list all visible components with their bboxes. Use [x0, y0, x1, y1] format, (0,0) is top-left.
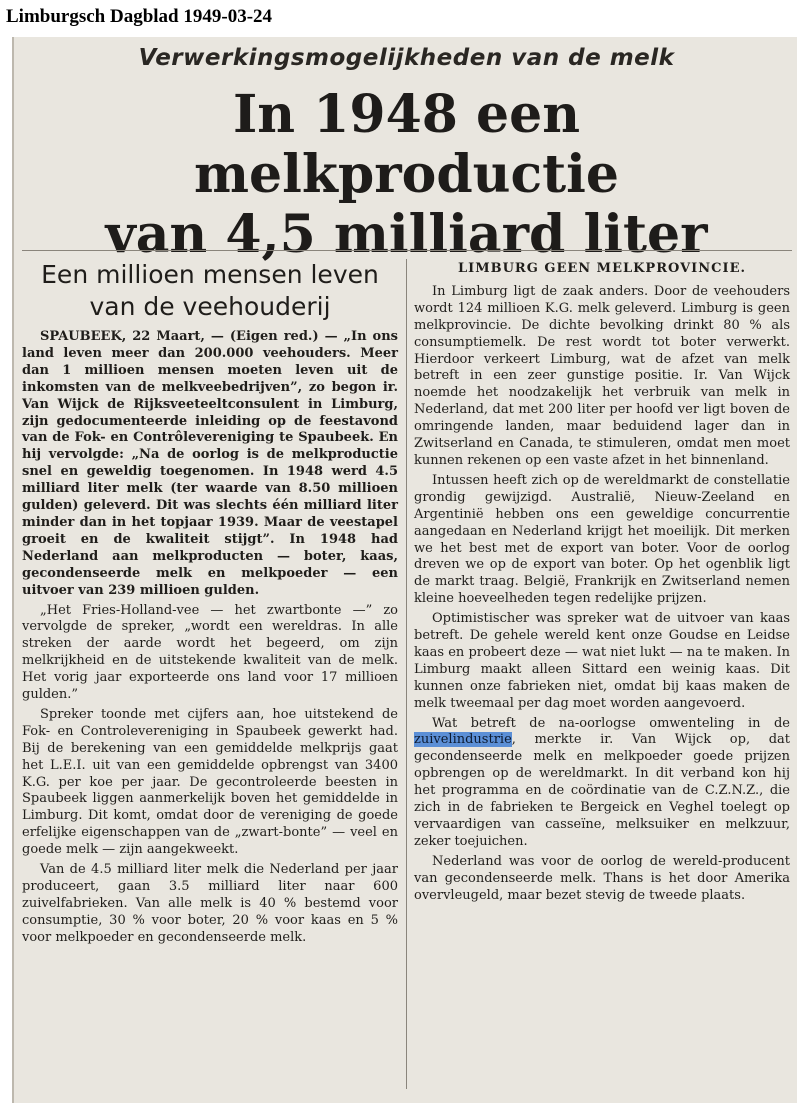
p4-text-after: , merkte ir. Van Wijck op, dat gecondenseerde melk en melkpoeder goede prijzen opbrengen op de wereldmarkt. In dit verband kon hij het programma en de coördinatie van de C.Z.N.Z., die zich in de fabrieken te Bergeick en Veghel toelegt op vervaardigen van casseïne, melksuiker en melkzuur, zeker toejuichen.	[414, 732, 790, 849]
source-label: Limburgsch Dagblad 1949-03-24	[6, 6, 273, 27]
column-separator	[406, 259, 407, 1089]
lead-paragraph: SPAUBEEK, 22 Maart, — (Eigen red.) — „In ons land leven meer dan 200.000 veehouders. Meer dan 1 millioen mensen moeten leven uit de inkomsten van de melkveebedrijven”, zo begon ir. Van Wijck de Rijksveeteeltconsulent in Limburg, zijn gedocumenteerde inleiding op de feestavond van de Fok- en Contrôlevereniging te Spaubeek. En hij vervolgde: „Na de oorlog is de melkproductie snel en geweldig toegenomen. In 1948 werd 4.5 milliard liter melk (ter waarde van 8.50 millioen gulden) geleverd. Dit was slechts één milliard liter minder dan in het topjaar 1939. Maar de veestapel groeit en de kwaliteit stijgt”. In 1948 had Nederland aan melkproducten — boter, kaas, gecondenseerde melk en melkpoeder — een uitvoer van 239 millioen gulden.	[22, 329, 398, 598]
newspaper-clipping	[12, 37, 797, 1103]
article-kicker: Verwerkingsmogelijkheden van de melk	[138, 45, 675, 71]
left-subhead: Een millioen mensen leven van de veehouderij	[41, 260, 379, 321]
right-paragraph-2: Intussen heeft zich op de wereldmarkt de constellatie grondig gewijzigd. Australië, Nieuw-Zeeland en Argentinië hebben ons een geweldige concurrentie aangedaan en Nederland krijgt het moeilijk. Dit merken we het best met de export van boter. Voor de oorlog dreven we op de export van boter. Op het ogenblik ligt de markt traag. België, Frankrijk en Zwitserland nemen kleine hoeveelheden tegen redelijke prijzen.	[414, 472, 790, 607]
highlighted-word: zuivelindustrie	[414, 732, 512, 748]
left-column	[22, 259, 398, 950]
headline-line-1: In 1948 een melkproductie	[193, 84, 619, 205]
right-column	[414, 259, 790, 908]
right-paragraph-4	[414, 716, 790, 851]
left-paragraph-1: „Het Fries-Holland-vee — het zwartbonte —” zo vervolgde de spreker, „wordt een wereldras. In alle streken der aarde wordt het begeerd, om zijn melkrijkheid en de uitstekende kwaliteit van de melk. Het vorig jaar exporteerde ons land voor 17 millioen gulden.”	[22, 602, 398, 703]
right-section-title: LIMBURG GEEN MELKPROVINCIE.	[457, 261, 747, 276]
right-paragraph-5: Nederland was voor de oorlog de wereld-producent van gecondenseerde melk. Thans is het door Amerika overvleugeld, maar bezet stevig de tweede plaats.	[414, 853, 790, 903]
left-paragraph-3: Van de 4.5 milliard liter melk die Nederland per jaar produceert, gaan 3.5 milliard liter naar 600 zuivelfabrieken. Van alle melk is 40 % bestemd voor consumptie, 30 % voor boter, 20 % voor kaas en 5 % voor melkpoeder en gecondenseerde melk.	[22, 862, 398, 945]
headline-rule	[22, 250, 792, 251]
right-paragraph-1: In Limburg ligt de zaak anders. Door de veehouders wordt 124 millioen K.G. melk geleverd. Limburg is geen melkprovincie. De dichte bevolking drinkt 80 % als consumptiemelk. De rest wordt tot boter verwerkt. Hierdoor verkeert Limburg, wat de afzet van melk betreft in een zeer gunstige positie. Ir. Van Wijck noemde het noodzakelijk het verbruik van melk in Nederland, dat met 200 liter per hoofd ver ligt boven de omringende landen, maar beduidend lager dan in Zwitserland en Canada, te stimuleren, omdat men moet kunnen rekenen op een vaste afzet in het binnenland.	[414, 283, 790, 468]
left-paragraph-2: Spreker toonde met cijfers aan, hoe uitstekend de Fok- en Controlevereniging in Spaubeek gewerkt had. Bij de berekening van een gemiddelde melkprijs gaat het L.E.I. uit van een gemiddelde opbrengst van 3400 K.G. per koe per jaar. De gecontroleerde beesten in Spaubeek liggen aanmerkelijk boven het gemiddelde in Limburg. Dit komt, omdat door de vereniging de goede erfelijke eigenschappen van de „zwart-bonte” — veel en goede melk — zijn aangekweekt.	[22, 706, 398, 858]
right-paragraph-3: Optimistischer was spreker wat de uitvoer van kaas betreft. De gehele wereld kent onze Goudse en Leidse kaas en probeert deze — wat niet lukt — na te maken. In Limburg maakt alleen Sittard een weinig kaas. Dit kunnen onze fabrieken niet, omdat bij kaas maken de melk tweemaal per dag moet worden aangevoerd.	[414, 611, 790, 711]
p4-text-before: Wat betreft de na-oorlogse omwenteling in de	[432, 715, 790, 731]
article-headline	[14, 85, 799, 264]
headline-line-2: van 4,5 milliard liter	[105, 203, 708, 265]
